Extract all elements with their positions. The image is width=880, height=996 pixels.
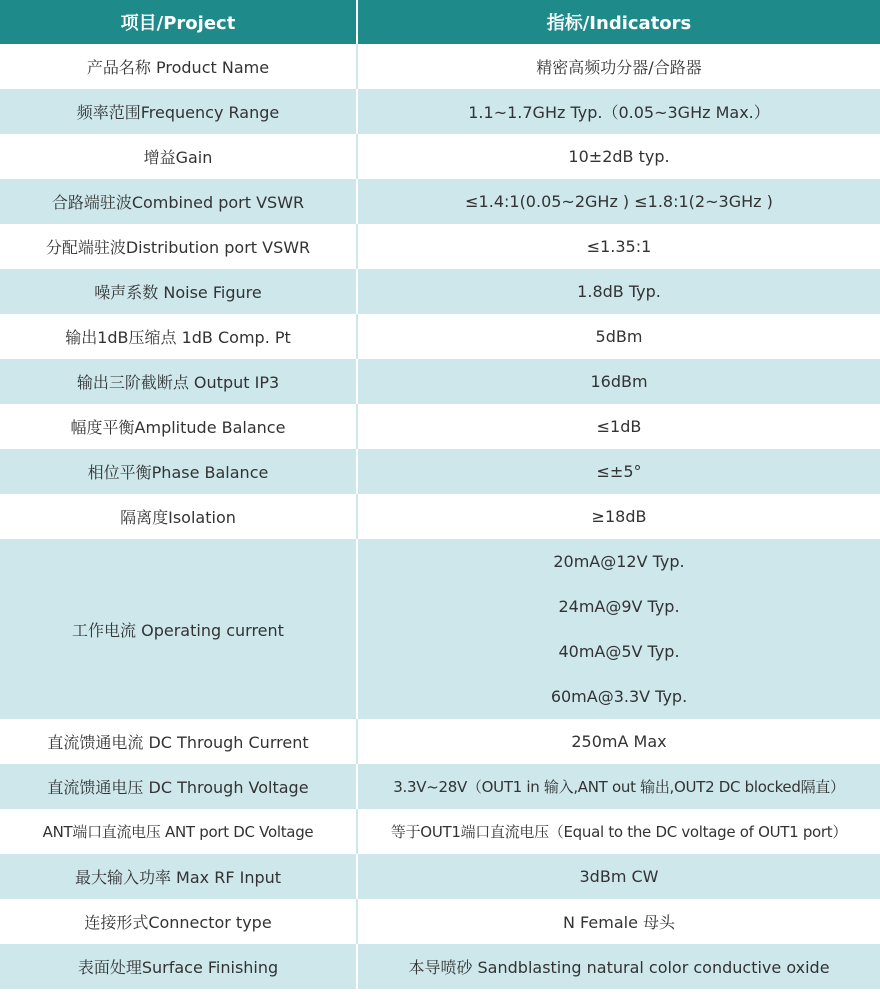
project-cell: 直流馈通电压 DC Through Voltage: [0, 764, 357, 809]
value-cell: ≤±5°: [357, 449, 880, 494]
current-value-line: 24mA@9V Typ.: [558, 597, 680, 616]
value-cell: 本导喷砂 Sandblasting natural color conductive oxide: [357, 944, 880, 989]
value-cell: ≤1dB: [357, 404, 880, 449]
project-cell: 相位平衡Phase Balance: [0, 449, 357, 494]
value-cell: 1.8dB Typ.: [357, 269, 880, 314]
project-cell: 分配端驻波Distribution port VSWR: [0, 224, 357, 269]
current-value-line: 40mA@5V Typ.: [558, 642, 680, 661]
project-cell: 噪声系数 Noise Figure: [0, 269, 357, 314]
project-cell: 连接形式Connector type: [0, 899, 357, 944]
value-cell: 10±2dB typ.: [357, 134, 880, 179]
project-cell: 直流馈通电流 DC Through Current: [0, 719, 357, 764]
project-cell: 最大输入功率 Max RF Input: [0, 854, 357, 899]
table-row: [0, 854, 880, 899]
value-cell: 250mA Max: [357, 719, 880, 764]
value-cell: 3.3V~28V（OUT1 in 输入,ANT out 输出,OUT2 DC blocked隔直）: [357, 764, 880, 809]
value-cell: ≤1.35:1: [357, 224, 880, 269]
table-row: [0, 89, 880, 134]
table-row: [0, 494, 880, 539]
project-cell: 产品名称 Product Name: [0, 44, 357, 89]
table-row: [0, 134, 880, 179]
value-cell: ≤1.4:1(0.05~2GHz ) ≤1.8:1(2~3GHz ): [357, 179, 880, 224]
table-row: [0, 449, 880, 494]
table-row: [0, 764, 880, 809]
table-row: [0, 269, 880, 314]
table-row: [0, 179, 880, 224]
value-cell: 精密高频功分器/合路器: [357, 44, 880, 89]
project-cell: 工作电流 Operating current: [0, 539, 357, 719]
table-row: [0, 359, 880, 404]
project-cell: 幅度平衡Amplitude Balance: [0, 404, 357, 449]
current-value-line: 60mA@3.3V Typ.: [550, 687, 688, 706]
table-row: [0, 224, 880, 269]
value-cell: 16dBm: [357, 359, 880, 404]
project-cell: 输出三阶截断点 Output IP3: [0, 359, 357, 404]
project-cell: ANT端口直流电压 ANT port DC Voltage: [0, 809, 357, 854]
project-cell: 输出1dB压缩点 1dB Comp. Pt: [0, 314, 357, 359]
project-cell: 增益Gain: [0, 134, 357, 179]
table-row: [0, 899, 880, 944]
value-cell: 5dBm: [357, 314, 880, 359]
project-cell: 表面处理Surface Finishing: [0, 944, 357, 989]
indicators-column-header: 指标/Indicators: [357, 0, 880, 44]
header-row: [0, 0, 880, 44]
project-cell: 合路端驻波Combined port VSWR: [0, 179, 357, 224]
value-cell: 1.1~1.7GHz Typ.（0.05~3GHz Max.）: [357, 89, 880, 134]
project-cell: 隔离度Isolation: [0, 494, 357, 539]
value-cell-multi: [357, 539, 880, 719]
value-cell: ≥18dB: [357, 494, 880, 539]
table-row: [0, 719, 880, 764]
project-column-header: 项目/Project: [0, 0, 357, 44]
table-row: [0, 404, 880, 449]
value-cell: 3dBm CW: [357, 854, 880, 899]
table-row: [0, 44, 880, 89]
table-row: [0, 314, 880, 359]
value-cell: N Female 母头: [357, 899, 880, 944]
current-value-line: 20mA@12V Typ.: [553, 552, 685, 571]
table-row-operating-current: [0, 539, 880, 719]
value-cell: 等于OUT1端口直流电压（Equal to the DC voltage of OUT1 port）: [357, 809, 880, 854]
project-cell: 频率范围Frequency Range: [0, 89, 357, 134]
table-row: [0, 809, 880, 854]
table-row: [0, 944, 880, 989]
